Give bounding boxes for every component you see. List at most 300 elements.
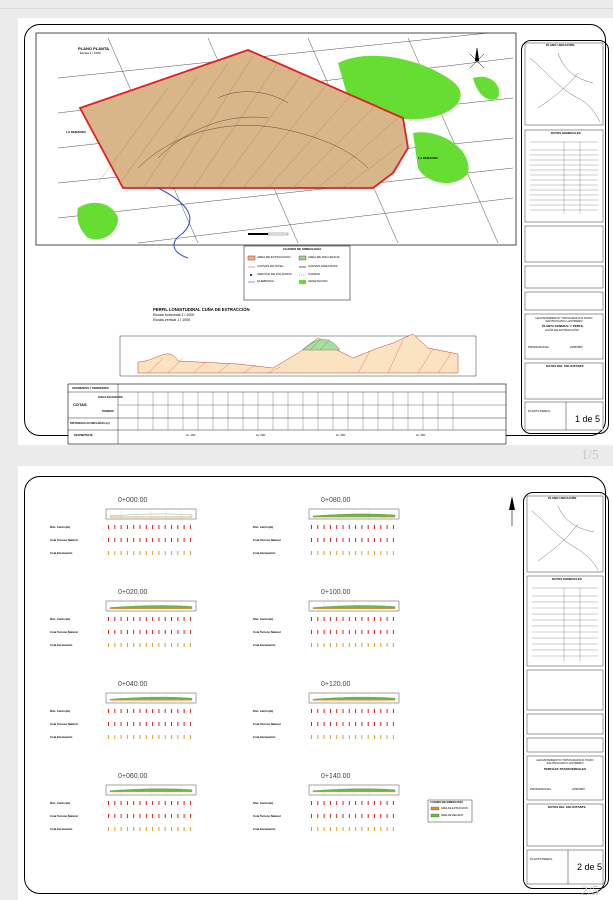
row-sub-label: SUELO EXCAVACIÓN	[98, 396, 123, 399]
section-cell-mark	[368, 709, 369, 713]
section-cell-mark	[108, 525, 109, 529]
section-cell-mark	[343, 735, 344, 739]
section-cell-mark	[336, 551, 337, 555]
section-cell-mark	[374, 801, 375, 805]
section-cell-mark	[380, 643, 381, 647]
section-cell-mark	[158, 551, 159, 555]
section-cell-mark	[361, 735, 362, 739]
section-cell-mark	[324, 617, 325, 621]
section-row-label: Dist. Centro(m)	[50, 617, 71, 621]
section-cell-mark	[330, 617, 331, 621]
section-cell-mark	[355, 643, 356, 647]
general-title: DATOS GENERALES	[552, 577, 582, 581]
section-cell-mark	[114, 735, 115, 739]
section-cell-mark	[330, 735, 331, 739]
section-cell-mark	[343, 617, 344, 621]
section-cell-mark	[380, 538, 381, 542]
legend-item: CAMINO	[308, 272, 320, 276]
section-cell-mark	[108, 735, 109, 739]
section-cell-mark	[127, 709, 128, 713]
section-cell-mark	[317, 709, 318, 713]
section-cell-mark	[393, 709, 394, 713]
section-cell-mark	[146, 735, 147, 739]
section-cell-mark	[317, 643, 318, 647]
section-cell-mark	[393, 538, 394, 542]
section-cell-mark	[177, 801, 178, 805]
section-cell-mark	[121, 630, 122, 634]
section-cell-mark	[393, 801, 394, 805]
section-cell-mark	[311, 827, 312, 831]
plan-title: PLANO PLANTA	[78, 46, 110, 51]
section-cell-mark	[158, 630, 159, 634]
section-cell-mark	[387, 801, 388, 805]
section-cell-mark	[190, 814, 191, 818]
section-cell-mark	[108, 709, 109, 713]
section-cell-mark	[114, 525, 115, 529]
section-cell-mark	[146, 630, 147, 634]
section-cell-mark	[317, 617, 318, 621]
section-cell-mark	[171, 538, 172, 542]
sheet-1	[18, 18, 613, 463]
location-title: PLANO UBICACIÓN	[548, 496, 577, 500]
section-cell-mark	[146, 801, 147, 805]
section-cell-mark	[368, 735, 369, 739]
section-cell-mark	[121, 801, 122, 805]
section-station: 0+020.00	[118, 589, 148, 596]
page-number: 2 de 5	[577, 862, 603, 872]
section-cell-mark	[393, 827, 394, 831]
section-cell-mark	[311, 551, 312, 555]
section-cell-mark	[152, 617, 153, 621]
section-cell-mark	[108, 630, 109, 634]
legend-item: VEGETACION	[308, 279, 328, 283]
section-cell-mark	[349, 801, 350, 805]
section-row-label: Dist. Centro(m)	[253, 617, 274, 621]
section-cell-mark	[146, 827, 147, 831]
section-cell-mark	[165, 722, 166, 726]
section-cell-mark	[311, 801, 312, 805]
section-cell-mark	[133, 709, 134, 713]
section-station: 0+080.00	[321, 497, 351, 504]
legend-item: AREA DE INFLUENCIA	[308, 255, 340, 259]
section-cell-mark	[190, 643, 191, 647]
professional-label: PROFESIONAL	[530, 787, 552, 791]
section-cell-mark	[361, 722, 362, 726]
section-cell-mark	[140, 735, 141, 739]
section-cell-mark	[177, 709, 178, 713]
row-label: DISTANCIAS ACUMULADAS (m)	[70, 422, 110, 425]
section-cell-mark	[317, 525, 318, 529]
section-cell-mark	[121, 525, 122, 529]
section-cell-mark	[133, 827, 134, 831]
section-cell-mark	[311, 538, 312, 542]
section-cell-mark	[146, 709, 147, 713]
section-cell-mark	[380, 827, 381, 831]
section-cell-mark	[317, 735, 318, 739]
section-cell-mark	[184, 735, 185, 739]
section-cell-mark	[171, 643, 172, 647]
section-cell-mark	[146, 722, 147, 726]
section-cell-mark	[343, 801, 344, 805]
legend-item: CURVAS DE NIVEL	[257, 264, 284, 268]
section-cell-mark	[127, 827, 128, 831]
section-cell-mark	[171, 827, 172, 831]
section-cell-mark	[361, 814, 362, 818]
section-cell-mark	[355, 709, 356, 713]
section-cell-mark	[368, 538, 369, 542]
section-cell-mark	[355, 722, 356, 726]
section-cell-mark	[387, 643, 388, 647]
section-cell-mark	[140, 538, 141, 542]
section-cell-mark	[393, 551, 394, 555]
section-station: 0+100.00	[321, 589, 351, 596]
section-cell-mark	[393, 630, 394, 634]
section-cell-mark	[361, 827, 362, 831]
approved-label: APROBÓ	[570, 345, 583, 349]
section-cell-mark	[336, 617, 337, 621]
section-cell-mark	[165, 617, 166, 621]
profile-title: PERFIL LONGITUDINAL CUÑA DE EXTRACCIÓN	[153, 307, 250, 312]
section-row-label: Dist. Centro(m)	[253, 801, 274, 805]
section-cell-mark	[361, 643, 362, 647]
section-cell-mark	[127, 801, 128, 805]
section-cell-mark	[330, 722, 331, 726]
section-cell-mark	[165, 630, 166, 634]
section-cell-mark	[152, 722, 153, 726]
section-cell-mark	[165, 709, 166, 713]
section-cell-mark	[387, 617, 388, 621]
section-cell-mark	[121, 722, 122, 726]
section-cell-mark	[380, 709, 381, 713]
section-cell-mark	[311, 643, 312, 647]
section-cell-mark	[177, 827, 178, 831]
section-cell-mark	[355, 630, 356, 634]
section-cell-mark	[343, 643, 344, 647]
section-cell-mark	[114, 801, 115, 805]
section-cell-mark	[343, 525, 344, 529]
section-row-label: Dist. Centro(m)	[50, 525, 71, 529]
section-cell-mark	[311, 630, 312, 634]
location-title: PLANO UBICACIÓN	[546, 43, 575, 47]
section-cell-mark	[146, 551, 147, 555]
section-cell-mark	[393, 643, 394, 647]
section-cell-mark	[368, 827, 369, 831]
legend-title: CUADRO DE SIMBOLOGÍA	[283, 247, 322, 251]
section-cell-mark	[330, 827, 331, 831]
section-cell-mark	[324, 630, 325, 634]
section-cell-mark	[361, 630, 362, 634]
section-row-label: Cota Terreno Natural	[253, 814, 281, 818]
section-cell-mark	[343, 551, 344, 555]
section-cell-mark	[393, 814, 394, 818]
section-cell-mark	[324, 538, 325, 542]
section-cell-mark	[133, 630, 134, 634]
section-cell-mark	[368, 814, 369, 818]
section-cell-mark	[165, 735, 166, 739]
section-cell-mark	[133, 735, 134, 739]
section-cell-mark	[190, 551, 191, 555]
section-cell-mark	[152, 630, 153, 634]
section-station: 0+060.00	[118, 773, 148, 780]
legend-item: CURVAS MAESTRAS	[308, 264, 338, 268]
section-cell-mark	[171, 709, 172, 713]
section-cell-mark	[324, 735, 325, 739]
section-cell-mark	[140, 722, 141, 726]
section-cell-mark	[133, 722, 134, 726]
page-watermark: 2/5	[581, 884, 599, 899]
section-cell-mark	[152, 801, 153, 805]
section-cell-mark	[368, 525, 369, 529]
section-cell-mark	[387, 709, 388, 713]
section-cell-mark	[330, 814, 331, 818]
section-cell-mark	[311, 525, 312, 529]
section-cell-mark	[380, 735, 381, 739]
section-cell-mark	[324, 551, 325, 555]
section-cell-mark	[387, 525, 388, 529]
section-cell-mark	[152, 551, 153, 555]
sheet-name: PERFILES TRANSVERSALES	[544, 767, 587, 771]
section-cell-mark	[324, 722, 325, 726]
section-cell-mark	[165, 525, 166, 529]
section-cell-mark	[349, 827, 350, 831]
section-cell-mark	[158, 538, 159, 542]
section-cell-mark	[133, 643, 134, 647]
section-row-label: Cota Terreno Natural	[253, 538, 281, 542]
project-name: LEVANTAMIENTO TOPOGRAFICO POZO SANTIFICADO LASTRERO	[536, 758, 594, 766]
section-cell-mark	[190, 617, 191, 621]
section-cell-mark	[127, 735, 128, 739]
section-cell-mark	[190, 630, 191, 634]
section-cell-mark	[355, 551, 356, 555]
section-cell-mark	[114, 827, 115, 831]
section-cell-mark	[121, 735, 122, 739]
section-cell-mark	[387, 827, 388, 831]
section-cell-mark	[177, 722, 178, 726]
section-cell-mark	[121, 814, 122, 818]
plan-label-right: LA DEMANDA	[418, 156, 439, 160]
section-row-label: Cota Terreno Natural	[50, 630, 78, 634]
section-cell-mark	[171, 630, 172, 634]
section-cell-mark	[387, 538, 388, 542]
plan-scale: Escala 1 / 1000	[80, 51, 101, 55]
section-cell-mark	[349, 525, 350, 529]
section-cell-mark	[190, 722, 191, 726]
section-cell-mark	[127, 643, 128, 647]
section-cell-mark	[361, 538, 362, 542]
section-row-label: Cota Excavación	[50, 551, 73, 555]
section-cell-mark	[324, 801, 325, 805]
section-cell-mark	[140, 643, 141, 647]
section-row-label: Cota Terreno Natural	[50, 538, 78, 542]
section-cell-mark	[114, 643, 115, 647]
section-cell-mark	[140, 617, 141, 621]
section-cell-mark	[374, 538, 375, 542]
section-cell-mark	[133, 525, 134, 529]
section-cell-mark	[190, 709, 191, 713]
section-cell-mark	[165, 538, 166, 542]
section-cell-mark	[368, 551, 369, 555]
section-cell-mark	[380, 617, 381, 621]
section-cell-mark	[171, 617, 172, 621]
title-block	[521, 40, 609, 434]
section-cell-mark	[108, 538, 109, 542]
section-cell-mark	[184, 538, 185, 542]
section-cell-mark	[324, 643, 325, 647]
section-cell-mark	[355, 735, 356, 739]
section-cell-mark	[336, 827, 337, 831]
km-mark: 0+ 400	[416, 433, 426, 437]
section-cell-mark	[158, 617, 159, 621]
section-cell-mark	[146, 525, 147, 529]
section-cell-mark	[127, 538, 128, 542]
km-mark: 0+ 300	[336, 433, 346, 437]
section-cell-mark	[387, 722, 388, 726]
section-cell-mark	[158, 525, 159, 529]
section-station: 0+120.00	[321, 681, 351, 688]
section-row-label: Cota Excavación	[50, 735, 73, 739]
section-cell-mark	[158, 801, 159, 805]
section-row-label: Dist. Centro(m)	[253, 525, 274, 529]
section-cell-mark	[361, 525, 362, 529]
section-cell-mark	[127, 630, 128, 634]
section-cell-mark	[177, 735, 178, 739]
section-cell-mark	[177, 617, 178, 621]
section-cell-mark	[121, 551, 122, 555]
section-cell-mark	[330, 801, 331, 805]
section-cell-mark	[355, 617, 356, 621]
section-cell-mark	[380, 722, 381, 726]
section-cell-mark	[311, 735, 312, 739]
north-arrow-icon	[509, 496, 515, 526]
section-cell-mark	[165, 643, 166, 647]
section-cell-mark	[184, 551, 185, 555]
section-cell-mark	[349, 709, 350, 713]
row-label: COTAS	[73, 402, 87, 407]
north-arrow-icon	[470, 48, 484, 68]
section-row-label: Dist. Centro(m)	[50, 709, 71, 713]
section-cell-mark	[349, 551, 350, 555]
section-cell-mark	[114, 630, 115, 634]
section-cell-mark	[190, 525, 191, 529]
section-cell-mark	[114, 722, 115, 726]
section-cell-mark	[349, 643, 350, 647]
section-cell-mark	[127, 525, 128, 529]
section-cell-mark	[140, 709, 141, 713]
section-row-label: Cota Excavación	[253, 735, 276, 739]
section-cell-mark	[374, 827, 375, 831]
page-watermark: 1/5	[581, 448, 599, 463]
section-cell-mark	[317, 722, 318, 726]
section-cell-mark	[380, 814, 381, 818]
section-cell-mark	[368, 643, 369, 647]
section-cell-mark	[114, 551, 115, 555]
section-cell-mark	[374, 722, 375, 726]
section-cell-mark	[121, 643, 122, 647]
river-line	[158, 188, 190, 258]
section-cell-mark	[349, 735, 350, 739]
section-cell-mark	[133, 801, 134, 805]
section-cell-mark	[374, 525, 375, 529]
section-cell-mark	[146, 643, 147, 647]
section-cell-mark	[108, 551, 109, 555]
section-cell-mark	[317, 801, 318, 805]
section-cell-mark	[152, 709, 153, 713]
section-cell-mark	[311, 617, 312, 621]
sheet-subtitle: CUÑA DE EXTRACCIÓN	[545, 328, 579, 332]
section-cell-mark	[374, 814, 375, 818]
section-cell-mark	[349, 722, 350, 726]
section-cell-mark	[121, 617, 122, 621]
section-cell-mark	[158, 827, 159, 831]
section-cell-mark	[177, 525, 178, 529]
section-cell-mark	[108, 801, 109, 805]
km-mark: 0+ 100	[186, 433, 196, 437]
owner-title: DATOS DEL SOLICITANTE	[546, 364, 584, 368]
section-cell-mark	[336, 630, 337, 634]
section-cell-mark	[317, 630, 318, 634]
section-cell-mark	[343, 630, 344, 634]
section-cell-mark	[152, 814, 153, 818]
section-cell-mark	[121, 827, 122, 831]
section-cell-mark	[361, 617, 362, 621]
section-cell-mark	[177, 814, 178, 818]
section-cell-mark	[349, 617, 350, 621]
section-cell-mark	[171, 801, 172, 805]
section-cell-mark	[114, 709, 115, 713]
section-cell-mark	[177, 630, 178, 634]
section-cell-mark	[152, 827, 153, 831]
section-cell-mark	[330, 538, 331, 542]
section-cell-mark	[121, 709, 122, 713]
section-cell-mark	[171, 735, 172, 739]
section-station: 0+140.00	[321, 773, 351, 780]
section-cell-mark	[177, 643, 178, 647]
section-cell-mark	[317, 538, 318, 542]
section-row-label: Cota Excavación	[253, 551, 276, 555]
section-cell-mark	[387, 630, 388, 634]
section-cell-mark	[158, 735, 159, 739]
section-cell-mark	[330, 630, 331, 634]
section-cell-mark	[355, 525, 356, 529]
section-cell-mark	[146, 538, 147, 542]
plan-label-left: LA DEMANDA	[66, 130, 87, 134]
section-cell-mark	[108, 814, 109, 818]
legend-item: AREA DE EXTRACCION	[441, 807, 468, 810]
section-cell-mark	[355, 801, 356, 805]
section-cell-mark	[127, 617, 128, 621]
owner-title: DATOS DEL SOLICITANTE	[548, 805, 586, 809]
section-cell-mark	[165, 801, 166, 805]
legend-item: QUEBRADA	[257, 279, 274, 283]
section-cell-mark	[165, 814, 166, 818]
section-cell-mark	[374, 735, 375, 739]
section-cell-mark	[343, 722, 344, 726]
section-cell-mark	[349, 538, 350, 542]
section-cell-mark	[361, 551, 362, 555]
section-cell-mark	[374, 643, 375, 647]
section-cell-mark	[184, 722, 185, 726]
section-cell-mark	[184, 827, 185, 831]
section-cell-mark	[190, 538, 191, 542]
section-cell-mark	[374, 630, 375, 634]
section-cell-mark	[330, 525, 331, 529]
section-cell-mark	[317, 814, 318, 818]
section-cell-mark	[171, 551, 172, 555]
section-row-label: Cota Excavación	[50, 643, 73, 647]
section-cell-mark	[133, 538, 134, 542]
section-cell-mark	[190, 735, 191, 739]
section-cell-mark	[343, 814, 344, 818]
